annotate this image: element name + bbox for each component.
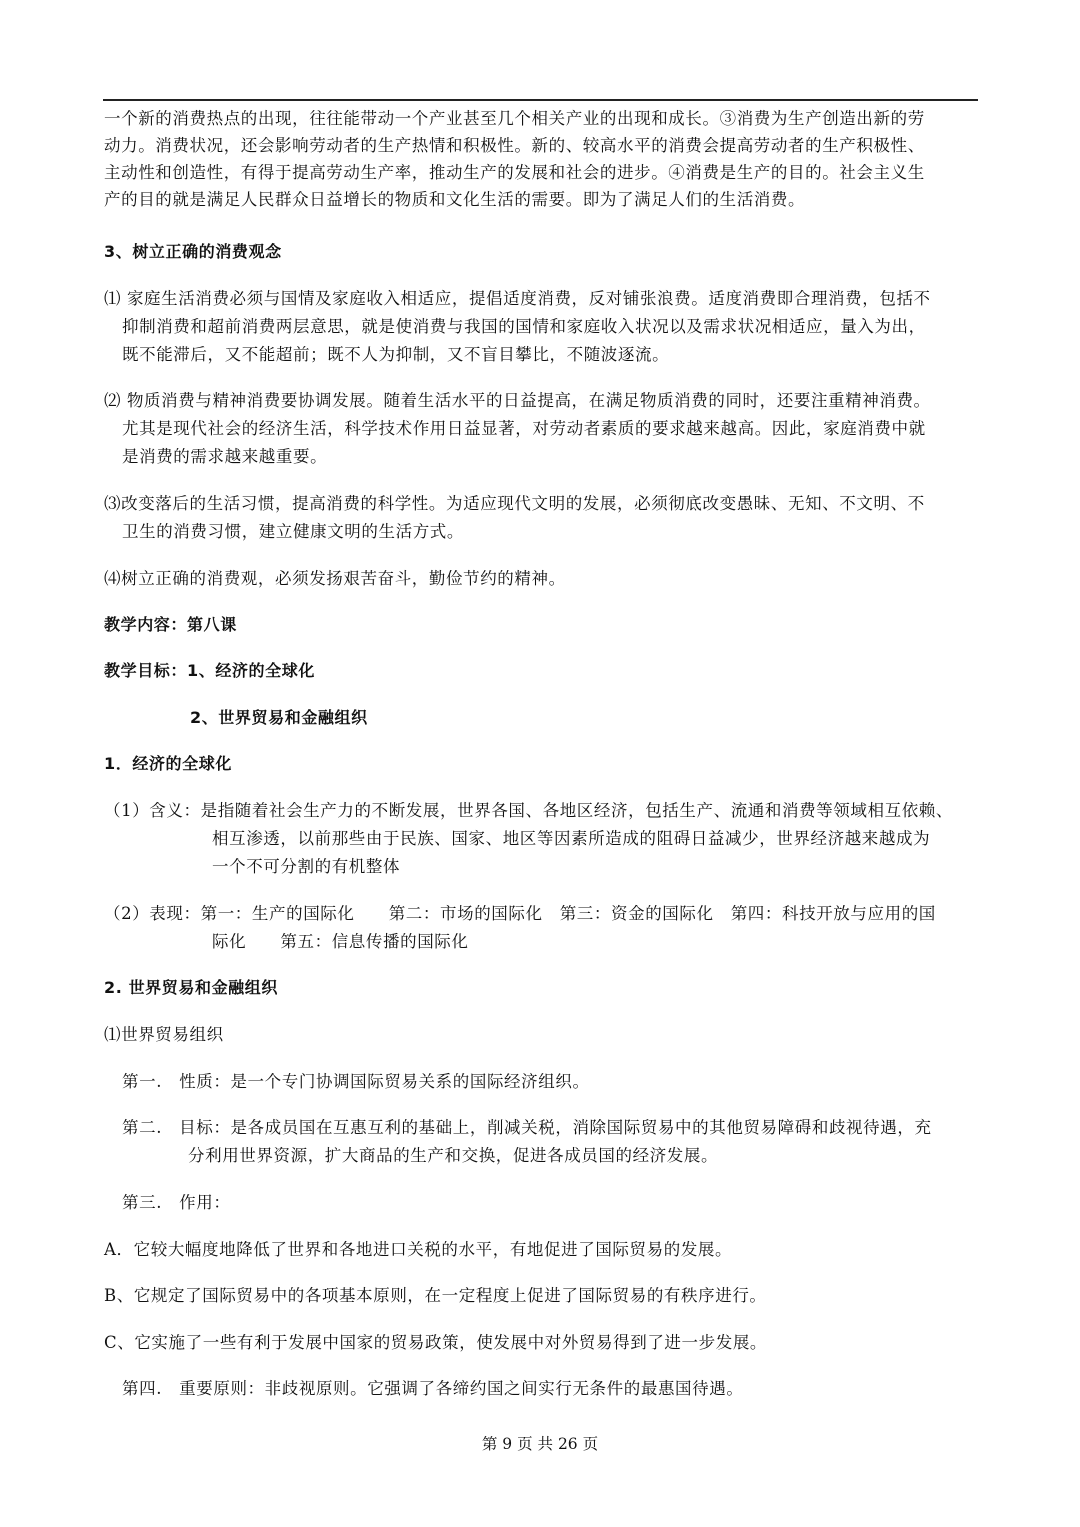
trade-item-b: B、它规定了国际贸易中的各项基本原则，在一定程度上促进了国际贸易的有秩序进行。 <box>104 1286 767 1305</box>
paragraph-line: 卫生的消费习惯，建立健康文明的生活方式。 <box>122 522 464 541</box>
trade-fourth: 第四. 重要原则：非歧视原则。它强调了各缔约国之间实行无条件的最惠国待遇。 <box>122 1379 744 1398</box>
paragraph-line: （2）表现：第一：生产的国际化 第二：市场的国际化 第三：资金的国际化 第四：科技开放与应用的国 <box>104 904 936 923</box>
paragraph-line: ⑵ 物质消费与精神消费要协调发展。随着生活水平的日益提高，在满足物质消费的同时，还要注重精神消费。 <box>104 391 931 410</box>
trade-heading: 2. 世界贸易和金融组织 <box>104 978 278 997</box>
trade-item-a: A．它较大幅度地降低了世界和各地进口关税的水平，有地促进了国际贸易的发展。 <box>104 1240 733 1259</box>
header-rule <box>103 99 978 101</box>
paragraph-line: （1）含义：是指随着社会生产力的不断发展，世界各国、各地区经济，包括生产、流通和消费等领域相互依赖、 <box>104 801 953 820</box>
paragraph-line: 第二. 目标：是各成员国在互惠互利的基础上，削减关税，消除国际贸易中的其他贸易障碍和歧视待遇，充 <box>122 1118 932 1137</box>
trade-item-c: C、它实施了一些有利于发展中国家的贸易政策，使发展中对外贸易得到了进一步发展。 <box>104 1333 768 1352</box>
trade-third: 第三. 作用： <box>122 1193 231 1212</box>
trade-first: 第一. 性质：是一个专门协调国际贸易关系的国际经济组织。 <box>122 1072 590 1091</box>
paragraph-line: 尤其是现代社会的经济生活，科学技术作用日益显著，对劳动者素质的要求越来越高。因此，家庭消费中就 <box>122 419 926 438</box>
globalization-heading: 1．经济的全球化 <box>104 754 232 773</box>
section3-heading: 3、树立正确的消费观念 <box>104 242 282 261</box>
paragraph-line: 是消费的需求越来越重要。 <box>122 447 328 466</box>
paragraph-line: 既不能滞后，又不能超前；既不人为抑制，又不盲目攀比，不随波逐流。 <box>122 345 670 364</box>
paragraph-line: 相互渗透，以前那些由于民族、国家、地区等因素所造成的阻碍日益减少，世界经济越来越成为 <box>212 829 931 848</box>
page-number: 第 9 页 共 26 页 <box>481 1435 599 1453</box>
lesson-goal-2: 2、世界贸易和金融组织 <box>190 708 368 727</box>
paragraph-line: 分利用世界资源，扩大商品的生产和交换，促进各成员国的经济发展。 <box>188 1146 719 1165</box>
paragraph-line: ⑶改变落后的生活习惯，提高消费的科学性。为适应现代文明的发展，必须彻底改变愚昧、无知、不文明、不 <box>104 494 925 513</box>
lesson-goal-1: 教学目标：1、经济的全球化 <box>104 661 315 680</box>
paragraph-line: 一个不可分割的有机整体 <box>212 857 401 876</box>
paragraph-line: ⑴ 家庭生活消费必须与国情及家庭收入相适应，提倡适度消费，反对铺张浪费。适度消费即合理消费，包括不 <box>104 289 931 308</box>
intro-line: 一个新的消费热点的出现，往往能带动一个产业甚至几个相关产业的出现和成长。③消费为生产创造出新的劳 <box>104 109 925 128</box>
lesson-content: 教学内容：第八课 <box>104 615 237 634</box>
paragraph-line: 际化 第五：信息传播的国际化 <box>212 932 469 951</box>
paragraph-line: 抑制消费和超前消费两层意思，就是使消费与我国的国情和家庭收入状况以及需求状况相适应，量入为出， <box>122 317 926 336</box>
trade-subheading: ⑴世界贸易组织 <box>104 1025 224 1044</box>
intro-line: 动力。消费状况，还会影响劳动者的生产热情和积极性。新的、较高水平的消费会提高劳动者的生产积极性、 <box>104 136 925 155</box>
intro-line: 产的目的就是满足人民群众日益增长的物质和文化生活的需要。即为了满足人们的生活消费。 <box>104 190 806 209</box>
section3-p4: ⑷树立正确的消费观，必须发扬艰苦奋斗，勤俭节约的精神。 <box>104 569 566 588</box>
intro-line: 主动性和创造性，有得于提高劳动生产率，推动生产的发展和社会的进步。④消费是生产的目的。社会主义生 <box>104 163 925 182</box>
